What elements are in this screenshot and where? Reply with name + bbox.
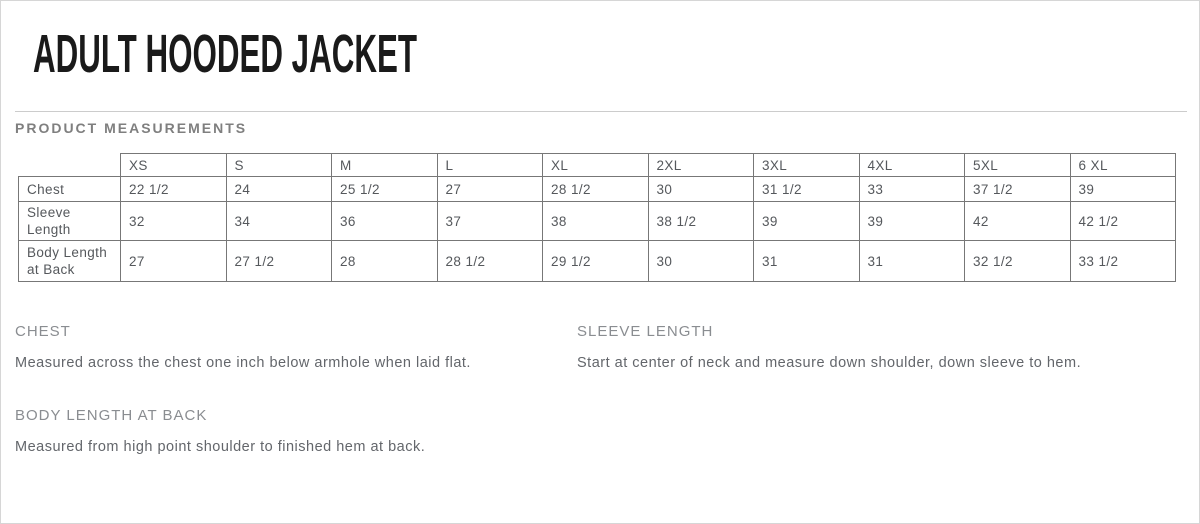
title-divider <box>15 111 1187 112</box>
measurement-cell: 33 1/2 <box>1070 241 1176 282</box>
definition-sleeve-length <box>577 323 1187 377</box>
table-row-chest <box>19 177 1176 202</box>
measurement-cell: 27 1/2 <box>226 241 332 282</box>
size-column-header: 6 XL <box>1070 154 1176 177</box>
size-column-header: XL <box>543 154 649 177</box>
measurement-cell: 32 1/2 <box>965 241 1071 282</box>
measurement-cell: 28 <box>332 241 438 282</box>
measurement-cell: 27 <box>121 241 227 282</box>
measurement-cell: 29 1/2 <box>543 241 649 282</box>
definition-description: Measured from high point shoulder to finished hem at back. <box>15 439 426 455</box>
measurement-cell: 37 <box>437 202 543 241</box>
measurement-cell: 34 <box>226 202 332 241</box>
definition-body-length-at-back <box>15 407 555 461</box>
measurement-cell: 37 1/2 <box>965 177 1071 202</box>
measurement-cell: 30 <box>648 177 754 202</box>
measurement-cell: 31 <box>859 241 965 282</box>
measurement-cell: 24 <box>226 177 332 202</box>
size-column-header: 4XL <box>859 154 965 177</box>
definition-description: Start at center of neck and measure down shoulder, down sleeve to hem. <box>577 355 1082 371</box>
page-title: ADULT HOODED JACKET <box>33 24 417 84</box>
measurement-cell: 42 <box>965 202 1071 241</box>
measurement-cell: 36 <box>332 202 438 241</box>
product-measurements-table <box>18 153 1176 282</box>
measurement-cell: 22 1/2 <box>121 177 227 202</box>
size-column-header: L <box>437 154 543 177</box>
measurement-cell: 31 <box>754 241 860 282</box>
definition-description: Measured across the chest one inch below armhole when laid flat. <box>15 355 471 371</box>
measurement-cell: 33 <box>859 177 965 202</box>
measurement-cell: 30 <box>648 241 754 282</box>
measurement-cell: 25 1/2 <box>332 177 438 202</box>
size-column-header: 5XL <box>965 154 1071 177</box>
row-label: Body Length at Back <box>19 241 121 282</box>
table-row-sleeve-length <box>19 202 1176 241</box>
size-column-header: 2XL <box>648 154 754 177</box>
definition-term: BODY LENGTH AT BACK <box>15 407 208 424</box>
row-label: Chest <box>19 177 121 202</box>
definition-term: CHEST <box>15 323 71 340</box>
size-column-header: 3XL <box>754 154 860 177</box>
measurement-cell: 32 <box>121 202 227 241</box>
measurement-cell: 38 1/2 <box>648 202 754 241</box>
size-column-header: S <box>226 154 332 177</box>
size-column-header: M <box>332 154 438 177</box>
row-label: Sleeve Length <box>19 202 121 241</box>
definition-term: SLEEVE LENGTH <box>577 323 714 340</box>
measurement-cell: 39 <box>859 202 965 241</box>
size-header-row <box>19 154 1176 177</box>
measurement-cell: 28 1/2 <box>543 177 649 202</box>
measurement-cell: 39 <box>754 202 860 241</box>
measurement-cell: 27 <box>437 177 543 202</box>
measurement-cell: 39 <box>1070 177 1176 202</box>
section-label-product-measurements: PRODUCT MEASUREMENTS <box>15 120 248 136</box>
table-row-body-length-at-back <box>19 241 1176 282</box>
size-column-header: XS <box>121 154 227 177</box>
measurement-cell: 38 <box>543 202 649 241</box>
measurement-definitions <box>15 323 1187 461</box>
corner-spacer-cell <box>19 154 121 177</box>
definition-chest <box>15 323 555 377</box>
measurement-cell: 42 1/2 <box>1070 202 1176 241</box>
measurement-cell: 31 1/2 <box>754 177 860 202</box>
measurement-cell: 28 1/2 <box>437 241 543 282</box>
